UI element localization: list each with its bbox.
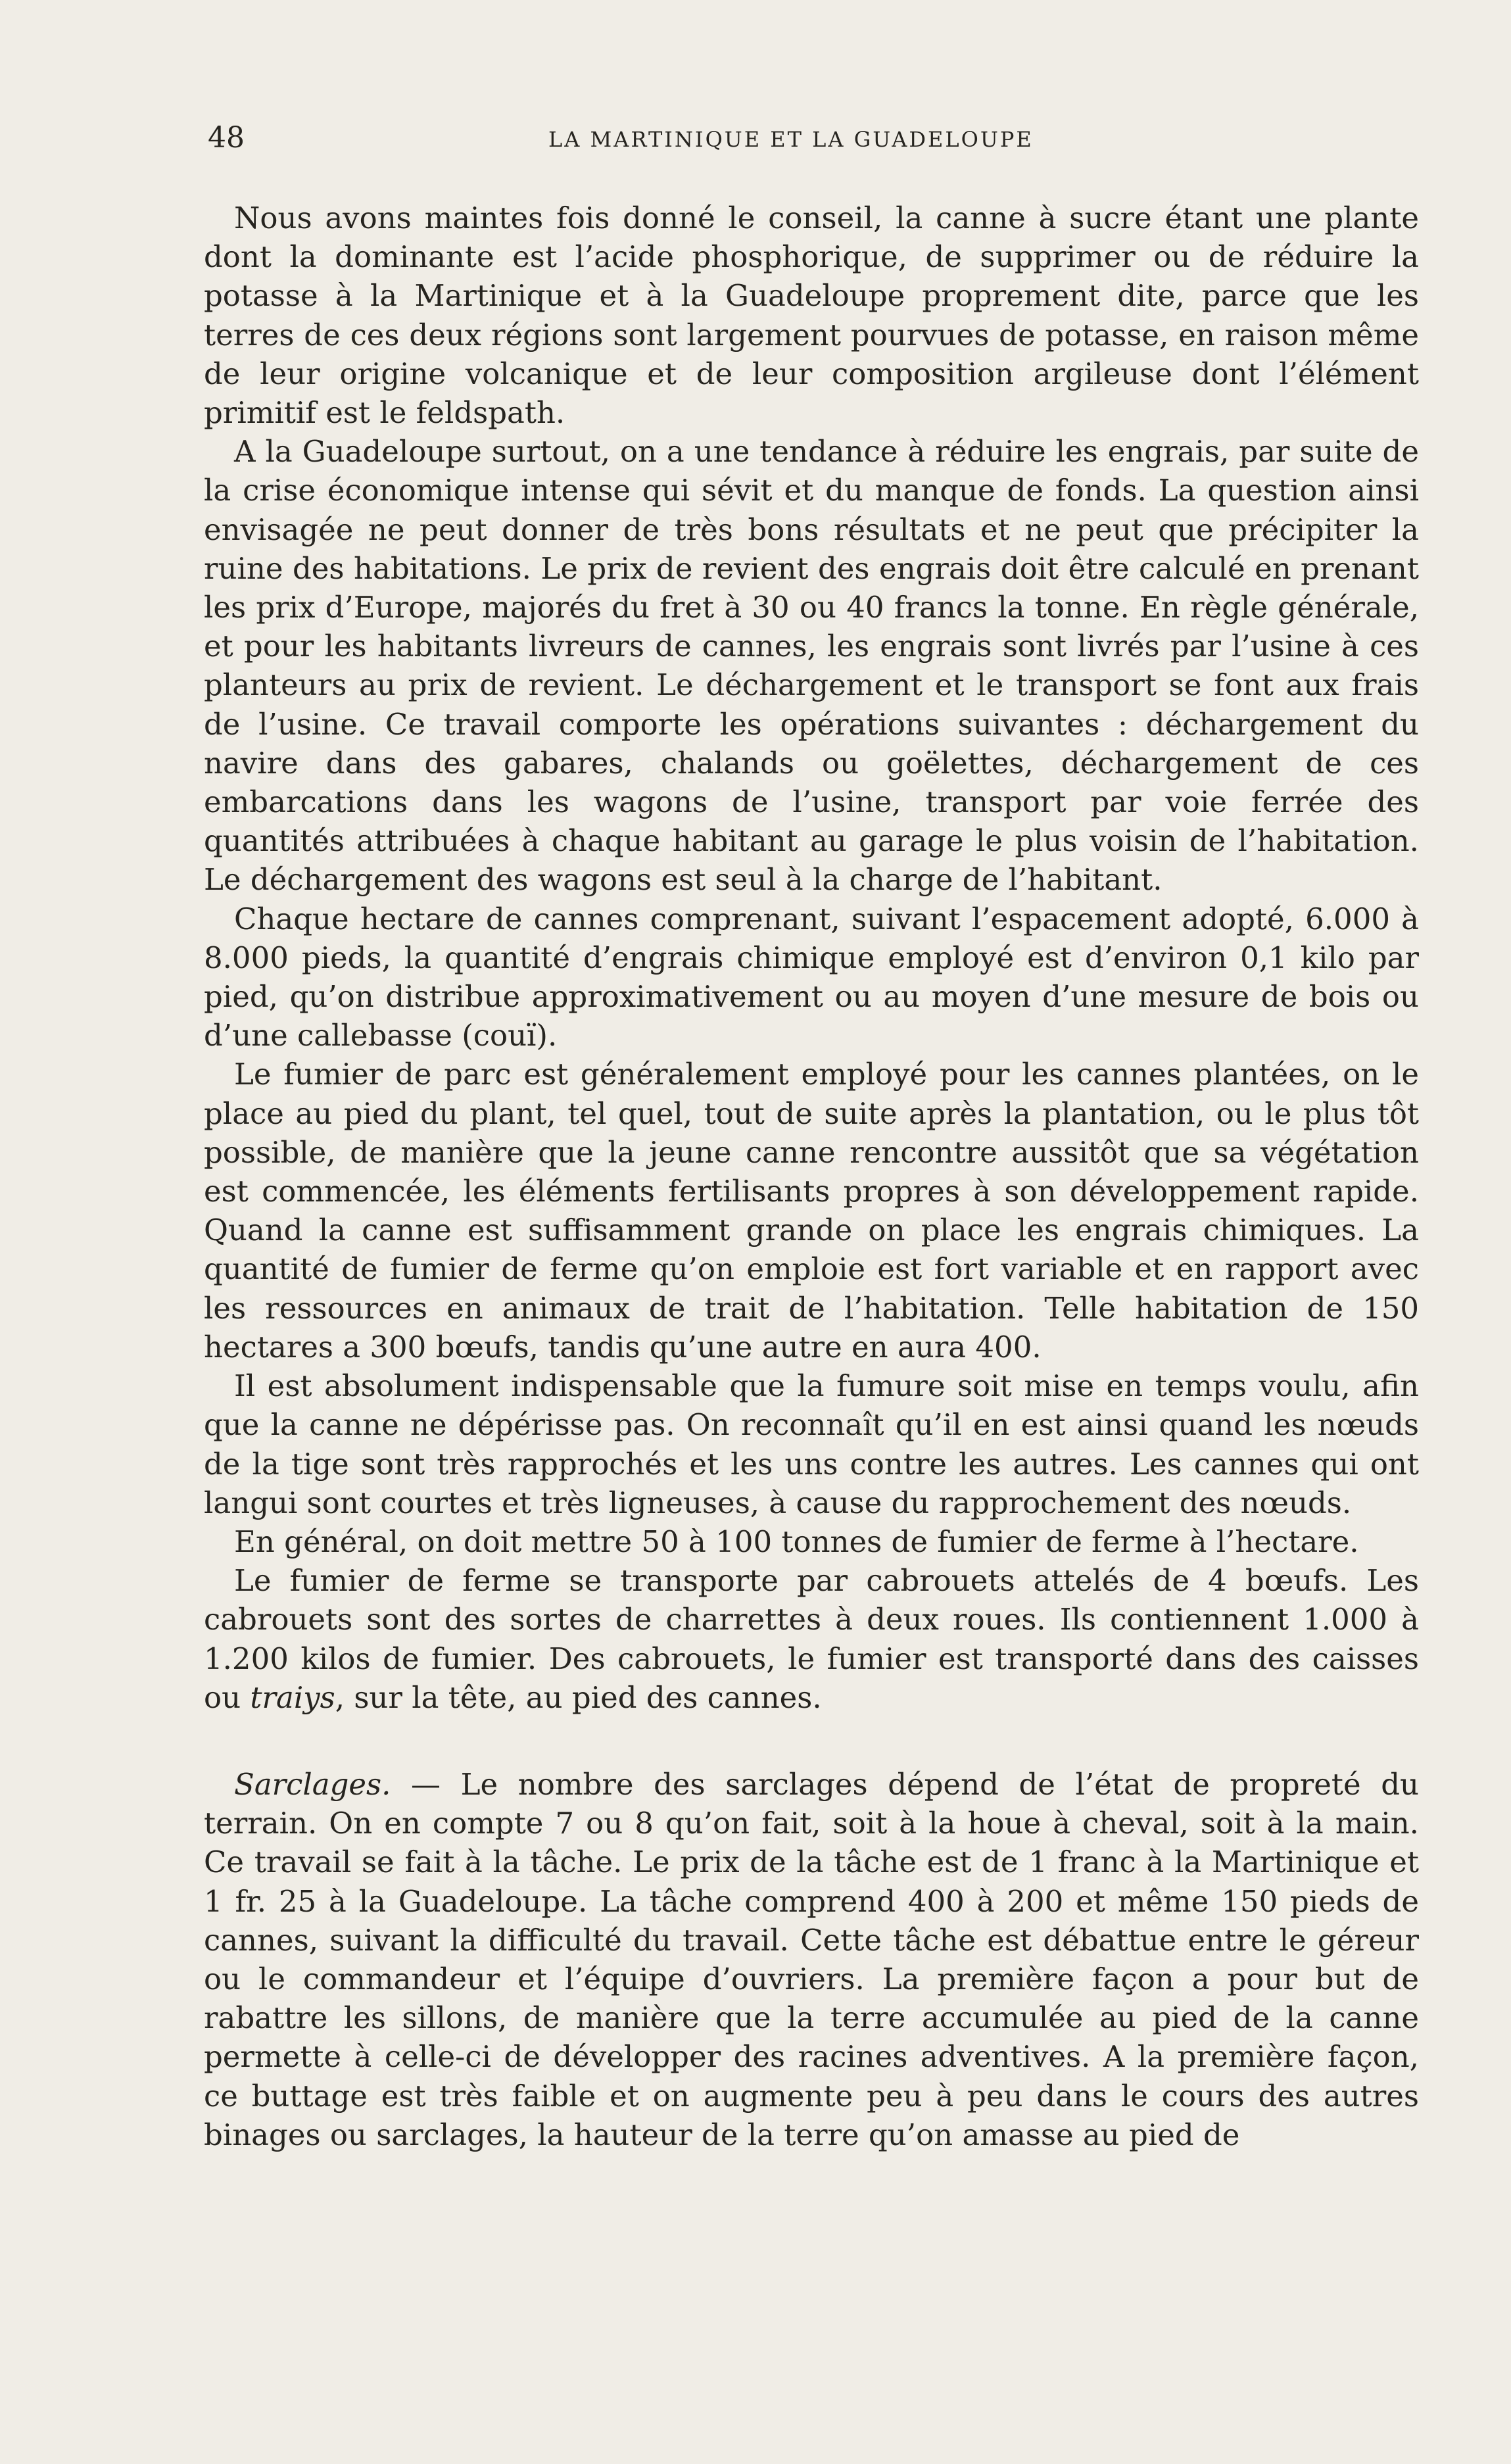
paragraph: Le fumier de parc est généralement employé pour les cannes plantées, on le place au pied du plant, tel quel, tout de suite après la plantation, ou le plus tôt possible, de manière que la jeune canne rencontre aussitôt que sa végétation est commencée, les éléments fertilisants propres à son développement rapide. Quand la canne est suffisamment grande on place les engrais chimiques. La quantité de fumier de ferme qu’on emploie est fort variable et en rapport avec les ressources en animaux de trait de l’habitation. Telle habitation de 150 hectares a 300 bœufs, tandis qu’une autre en aura 400. [204,1057,1419,1365]
page-header [208,120,1410,159]
paragraph-text-tail: , sur la tête, au pied des cannes. [335,1679,822,1715]
paragraph [204,1561,1419,1717]
paragraph: Il est absolument indispensable que la fumure soit mise en temps voulu, afin que la canne ne dépérisse pas. On reconnaît qu’il en est ainsi quand les nœuds de la tige sont très rapprochés et les uns contre les autres. Les cannes qui ont langui sont courtes et très ligneuses, à cause du rapprochement des nœuds. [204,1368,1419,1520]
paragraph: En général, on doit mettre 50 à 100 tonnes de fumier de ferme à l’hectare. [234,1524,1359,1559]
paragraph: A la Guadeloupe surtout, on a une tendance à réduire les engrais, par suite de la crise économique intense qui sévit et du manque de fonds. La question ainsi envisagée ne peut donner de très bons résultats et ne peut que précipiter la ruine des habitations. Le prix de revient des engrais doit être calculé en prenant les prix d’Europe, majorés du fret à 30 ou 40 francs la tonne. En règle générale, et pour les habitants livreurs de cannes, les engrais sont livrés par l’usine à ces planteurs au prix de revient. Le déchargement et le transport se font aux frais de l’usine. Ce travail comporte les opérations suivantes : déchargement du navire dans des gabares, chalands ou goëlettes, déchargement de ces embarcations dans les wagons de l’usine, transport par voie ferrée des quantités attribuées à chaque habitant au garage le plus voisin de l’habitation. Le déchargement des wagons est seul à la charge de l’habitant. [204,434,1419,898]
paragraph: Nous avons maintes fois donné le conseil, la canne à sucre étant une plante dont la dominante est l’acide phosphorique, de supprimer ou de réduire la potasse à la Martinique et à la Guadeloupe proprement dite, parce que les terres de ces deux régions sont largement pourvues de potasse, en raison même de leur origine volcanique et de leur composition argileuse dont l’élément primitif est le feldspath. [204,201,1419,431]
paragraph-text: Le fumier de ferme se transporte par cabrouets attelés de 4 bœufs. Les cabrouets sont des sortes de charrettes à deux roues. Ils contiennent 1.000 à 1.200 kilos de fumier. Des cabrouets, le fumier est transporté dans des caisses ou [204,1563,1419,1715]
emphasized-term: traiys [250,1679,335,1715]
paragraph: Chaque hectare de cannes comprenant, suivant l’espacement adopté, 6.000 à 8.000 pieds, la quantité d’engrais chimique employé est d’environ 0,1 kilo par pied, qu’on distribue approximativement ou au moyen d’une mesure de bois ou d’une callebasse (couï). [204,901,1419,1053]
section-paragraph [204,1765,1419,2154]
section-title: Sarclages. [234,1766,391,1802]
section-text: — Le nombre des sarclages dépend de l’état de propreté du terrain. On en compte 7 ou 8 qu’on fait, soit à la houe à cheval, soit à la main. Ce travail se fait à la tâche. Le prix de la tâche est de 1 franc à la Martinique et 1 fr. 25 à la Guadeloupe. La tâche comprend 400 à 200 et même 150 pieds de cannes, suivant la difficulté du travail. Cette tâche est débattue entre le géreur ou le commandeur et l’équipe d’ouvriers. La première façon a pour but de rabattre les sillons, de manière que la terre accumulée au pied de la canne permette à celle-ci de développer des racines adventives. A la première façon, ce buttage est très faible et on augmente peu à peu dans le cours des autres binages ou sarclages, la hauteur de la terre qu’on amasse au pied de [204,1766,1419,2152]
running-title: LA MARTINIQUE ET LA GUADELOUPE [548,127,1034,152]
body-text [204,199,1419,2154]
page-number: 48 [208,121,245,155]
